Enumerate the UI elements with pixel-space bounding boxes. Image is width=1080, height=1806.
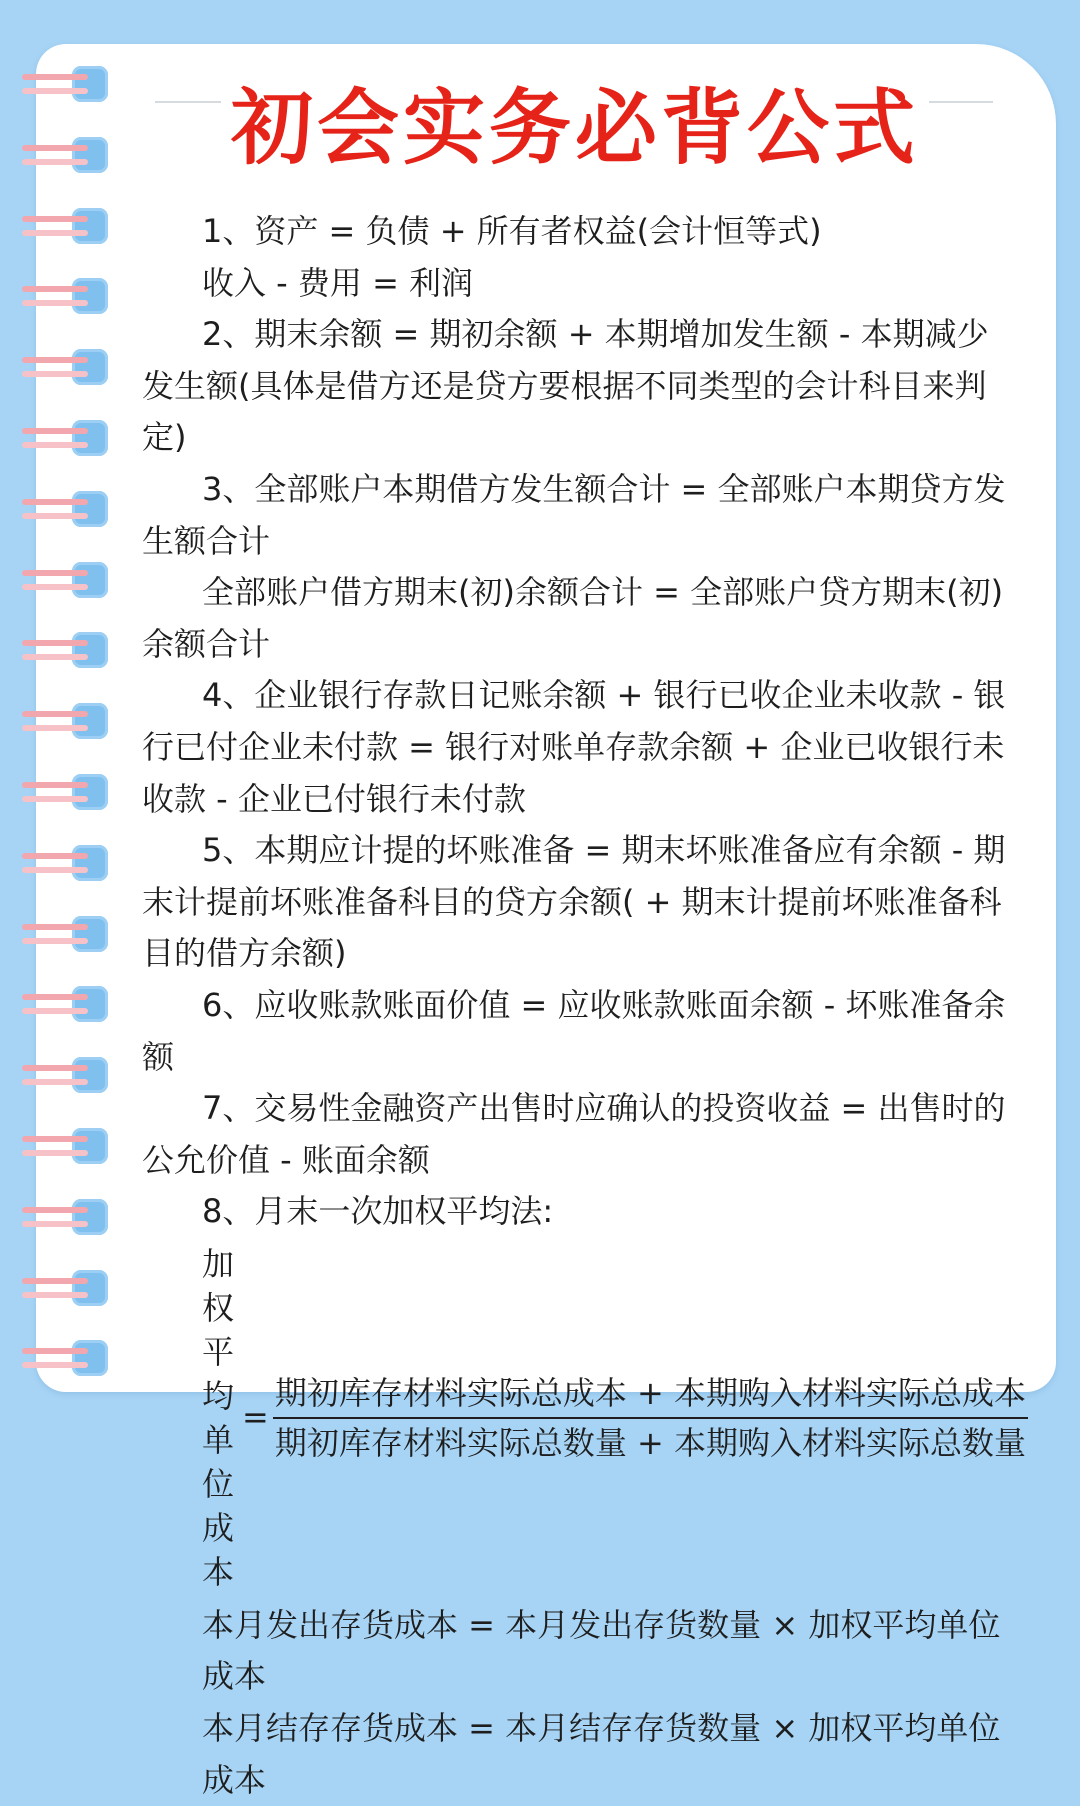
- ring-wire: [22, 286, 88, 292]
- ring-wire: [22, 216, 88, 222]
- ring-hole: [72, 1128, 108, 1164]
- ring-hole: [72, 1057, 108, 1093]
- ring-hole: [72, 916, 108, 952]
- binding-ring: [22, 914, 112, 956]
- formula-8-issue-line: 本月发出存货成本 = 本月发出存货数量 × 加权平均单位成本: [202, 1605, 1001, 1696]
- formula-denominator: 期初库存材料实际总数量 + 本期购入材料实际总数量: [274, 1423, 1026, 1462]
- ring-hole: [72, 349, 108, 385]
- formula-8-line: 8、月末一次加权平均法:: [202, 1192, 554, 1231]
- weighted-average-formula: [142, 1242, 1026, 1594]
- ring-wire: [22, 1150, 88, 1156]
- formula-1-line: 1、资产 = 负债 + 所有者权益(会计恒等式): [202, 212, 822, 250]
- ring-wire: [22, 867, 88, 873]
- formula-2-line: 2、期末余额 = 期初余额 + 本期增加发生额 - 本期减少发生额(具体是借方还是贷方要根据不同类型的会计科目来判定): [142, 315, 989, 457]
- formula-1-sub-line: 收入 - 费用 = 利润: [202, 263, 474, 302]
- binding-ring: [22, 560, 112, 602]
- ring-wire: [22, 145, 88, 151]
- ring-hole: [72, 66, 108, 102]
- ring-wire: [22, 1292, 88, 1298]
- ring-wire: [22, 442, 88, 448]
- formula-equals: =: [242, 1398, 269, 1437]
- ring-wire: [22, 994, 88, 1000]
- ring-wire: [22, 1008, 88, 1014]
- ring-wire: [22, 1221, 88, 1227]
- formula-6-line: 6、应收账款账面价值 = 应收账款账面余额 - 坏账准备余额: [142, 985, 1006, 1076]
- ring-hole: [72, 208, 108, 244]
- formula-list: [142, 206, 1026, 1806]
- binding-ring: [22, 64, 112, 106]
- ring-wire: [22, 88, 88, 94]
- ring-wire: [22, 357, 88, 363]
- formula-3-line: 3、全部账户本期借方发生额合计 = 全部账户本期贷方发生额合计: [142, 469, 1006, 560]
- ring-wire: [22, 796, 88, 802]
- binding-ring: [22, 1268, 112, 1310]
- ring-wire: [22, 853, 88, 859]
- binding-ring: [22, 347, 112, 389]
- ring-wire: [22, 654, 88, 660]
- binding-ring: [22, 1055, 112, 1097]
- ring-wire: [22, 1065, 88, 1071]
- binding-ring: [22, 984, 112, 1026]
- ring-hole: [72, 562, 108, 598]
- ring-wire: [22, 371, 88, 377]
- ring-hole: [72, 986, 108, 1022]
- formula-5-line: 5、本期应计提的坏账准备 = 期末坏账准备应有余额 - 期末计提前坏账准备科目的贷方余额( + 期末计提前坏账准备科目的借方余额): [142, 831, 1006, 973]
- formula-lhs-top: 加权平均: [202, 1244, 235, 1415]
- ring-hole: [72, 420, 108, 456]
- ring-wire: [22, 584, 88, 590]
- ring-wire: [22, 1348, 88, 1354]
- binding-ring: [22, 135, 112, 177]
- ring-wire: [22, 1362, 88, 1368]
- ring-wire: [22, 159, 88, 165]
- binding-ring: [22, 772, 112, 814]
- ring-hole: [72, 774, 108, 810]
- ring-wire: [22, 924, 88, 930]
- ring-wire: [22, 782, 88, 788]
- ring-wire: [22, 938, 88, 944]
- ring-hole: [72, 845, 108, 881]
- ring-wire: [22, 499, 88, 505]
- ring-wire: [22, 725, 88, 731]
- page-title-text: 初会实务必背公式: [221, 81, 929, 176]
- formula-lhs: [202, 1242, 234, 1594]
- ring-wire: [22, 1079, 88, 1085]
- ring-hole: [72, 1340, 108, 1376]
- ring-wire: [22, 1136, 88, 1142]
- binding-ring: [22, 1126, 112, 1168]
- ring-wire: [22, 711, 88, 717]
- ring-hole: [72, 1270, 108, 1306]
- ring-hole: [72, 491, 108, 527]
- binding-ring: [22, 843, 112, 885]
- ring-hole: [72, 703, 108, 739]
- spiral-binding: [0, 0, 120, 1440]
- ring-wire: [22, 74, 88, 80]
- formula-8-balance-line: 本月结存存货成本 = 本月结存存货数量 × 加权平均单位成本: [202, 1709, 1001, 1799]
- ring-hole: [72, 137, 108, 173]
- formula-3-sub-line: 全部账户借方期末(初)余额合计 = 全部账户贷方期末(初)余额合计: [142, 573, 1004, 663]
- ring-wire: [22, 1207, 88, 1213]
- ring-hole: [72, 632, 108, 668]
- formula-lhs-bottom: 单位成本: [202, 1420, 235, 1591]
- ring-wire: [22, 640, 88, 646]
- formula-fraction: [273, 1371, 1028, 1465]
- ring-wire: [22, 1278, 88, 1284]
- binding-ring: [22, 276, 112, 318]
- binding-ring: [22, 418, 112, 460]
- ring-hole: [72, 278, 108, 314]
- ring-wire: [22, 513, 88, 519]
- binding-ring: [22, 1338, 112, 1380]
- binding-ring: [22, 630, 112, 672]
- binding-ring: [22, 701, 112, 743]
- formula-4-line: 4、企业银行存款日记账余额 + 银行已收企业未收款 - 银行已付企业未付款 = 银行对账单存款余额 + 企业已收银行未收款 - 企业已付银行未付款: [142, 676, 1006, 818]
- formula-numerator: 期初库存材料实际总成本 + 本期购入材料实际总成本: [273, 1371, 1028, 1419]
- binding-ring: [22, 489, 112, 531]
- ring-wire: [22, 428, 88, 434]
- page-title: [140, 74, 1010, 184]
- binding-ring: [22, 206, 112, 248]
- ring-wire: [22, 570, 88, 576]
- ring-wire: [22, 230, 88, 236]
- formula-7-line: 7、交易性金融资产出售时应确认的投资收益 = 出售时的公允价值 - 账面余额: [142, 1089, 1006, 1179]
- ring-hole: [72, 1199, 108, 1235]
- ring-wire: [22, 300, 88, 306]
- binding-ring: [22, 1197, 112, 1239]
